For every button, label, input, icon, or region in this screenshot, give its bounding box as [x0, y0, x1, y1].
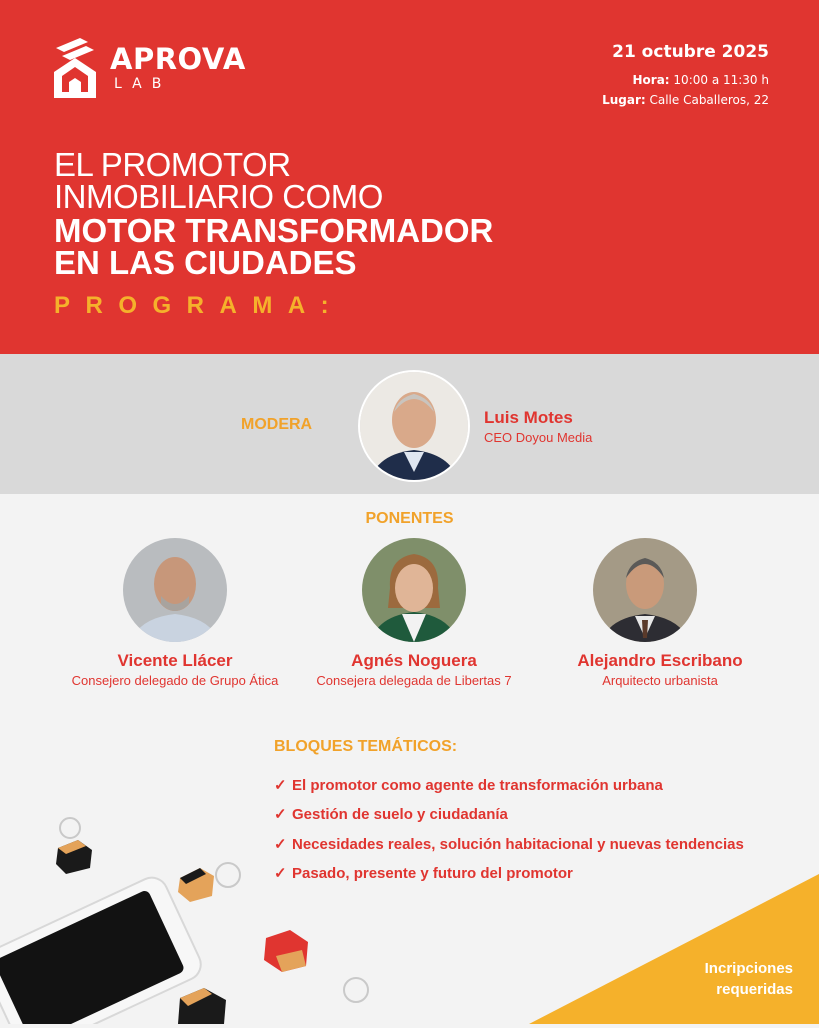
speaker-role-1: Consejero delegado de Grupo Ática: [71, 673, 279, 688]
check-icon: ✓: [274, 806, 287, 823]
title-line-1: EL PROMOTOR: [54, 146, 291, 183]
block-item-text: Pasado, presente y futuro del promotor: [292, 865, 573, 882]
speaker-name-2: Agnés Noguera: [351, 651, 477, 670]
check-icon: ✓: [274, 836, 287, 853]
registration-corner: [529, 874, 819, 1024]
logo-sub: LAB: [114, 76, 172, 92]
event-lugar: [602, 93, 769, 107]
check-icon: ✓: [274, 865, 287, 882]
logo-name: APROVA: [110, 42, 246, 76]
speaker-name-1: Vicente Llácer: [117, 651, 233, 670]
aprova-logo-icon: [52, 38, 98, 104]
blocks-heading: BLOQUES TEMÁTICOS:: [274, 738, 458, 755]
event-hora: [632, 73, 769, 87]
title-line-4: EN LAS CIUDADES: [54, 244, 357, 281]
speaker-avatar-1: [123, 538, 227, 642]
registration-note: [705, 958, 793, 1000]
moderator-label: MODERA: [241, 416, 313, 433]
block-item-text: Necesidades reales, solución habitacional y nuevas tendencias: [292, 836, 744, 853]
hora-value: 10:00 a 11:30 h: [673, 73, 769, 87]
title-line-3: MOTOR TRANSFORMADOR: [54, 212, 494, 249]
speaker-name-3: Alejandro Escribano: [577, 651, 743, 670]
check-icon: ✓: [274, 777, 287, 794]
speaker-avatar-3: [593, 538, 697, 642]
registration-line-2: requeridas: [716, 981, 793, 998]
speaker-avatar-2: [362, 538, 466, 642]
moderator-name: Luis Motes: [484, 408, 573, 427]
lugar-value: Calle Caballeros, 22: [649, 93, 769, 107]
block-item-text: Gestión de suelo y ciudadanía: [292, 806, 508, 823]
registration-line-1: Incripciones: [704, 960, 793, 977]
block-item-1: [274, 776, 663, 794]
speaker-role-3: Arquitecto urbanista: [602, 673, 718, 688]
hora-label: Hora:: [632, 73, 670, 87]
programa-heading: PROGRAMA:: [54, 292, 345, 319]
block-item-text: El promotor como agente de transformación urbana: [292, 777, 663, 794]
title-line-2: INMOBILIARIO COMO: [54, 178, 383, 215]
moderator-avatar: [358, 370, 470, 482]
moderator-role: CEO Doyou Media: [484, 430, 593, 445]
event-date: 21 octubre 2025: [612, 42, 769, 62]
lugar-label: Lugar:: [602, 93, 646, 107]
speakers-label: PONENTES: [365, 510, 454, 527]
speaker-role-2: Consejera delegada de Libertas 7: [316, 673, 512, 688]
phone-keychain-illustration: [0, 800, 400, 1024]
